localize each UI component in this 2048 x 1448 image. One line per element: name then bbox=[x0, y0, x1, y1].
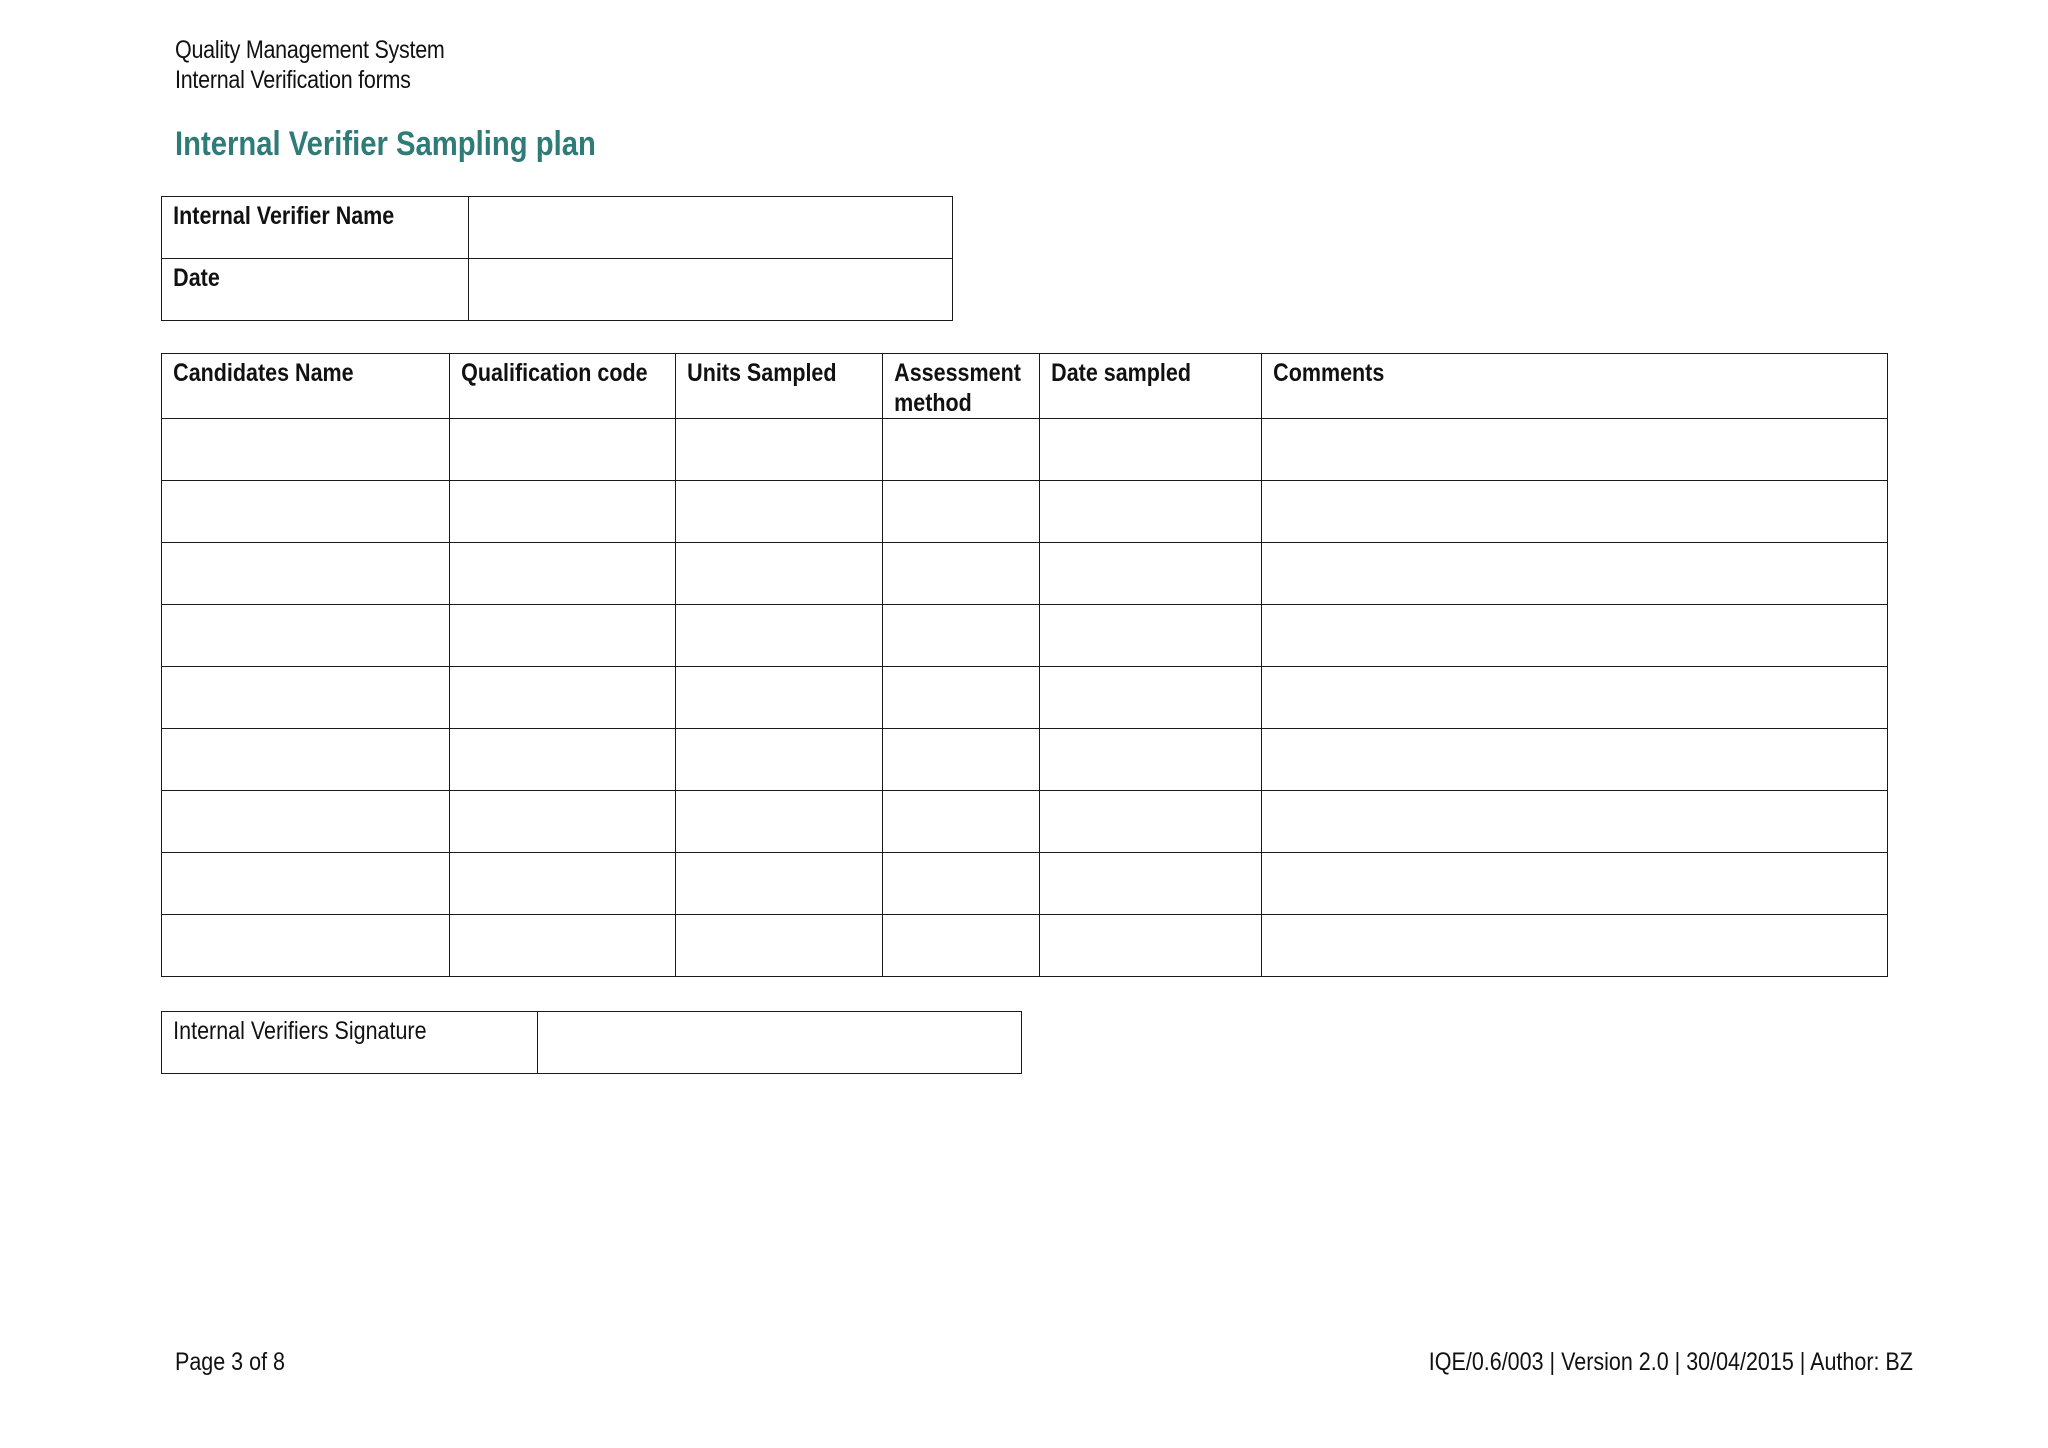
cell-assessment-method[interactable] bbox=[883, 915, 1040, 977]
cell-date-sampled[interactable] bbox=[1040, 543, 1262, 605]
cell-value bbox=[676, 543, 853, 547]
cell-value bbox=[450, 543, 644, 547]
cell-qualification-code[interactable] bbox=[450, 791, 676, 853]
cell-qualification-code[interactable] bbox=[450, 853, 676, 915]
cell-candidates-name[interactable] bbox=[162, 419, 450, 481]
col-header-label: Date sampled bbox=[1051, 359, 1191, 387]
document-info: IQE/0.6/003 | Version 2.0 | 30/04/2015 | Author: BZ bbox=[1428, 1348, 1913, 1376]
verifier-date-value bbox=[469, 259, 884, 263]
cell-comments[interactable] bbox=[1262, 605, 1888, 667]
cell-value bbox=[1040, 729, 1230, 733]
cell-date-sampled[interactable] bbox=[1040, 481, 1262, 543]
cell-qualification-code[interactable] bbox=[450, 667, 676, 729]
cell-assessment-method[interactable] bbox=[883, 667, 1040, 729]
cell-assessment-method[interactable] bbox=[883, 791, 1040, 853]
table-row bbox=[162, 605, 1888, 667]
cell-value bbox=[883, 543, 1017, 547]
cell-value bbox=[162, 853, 409, 857]
cell-candidates-name[interactable] bbox=[162, 729, 450, 791]
cell-assessment-method[interactable] bbox=[883, 729, 1040, 791]
cell-value bbox=[450, 667, 644, 671]
table-row bbox=[162, 791, 1888, 853]
cell-value bbox=[450, 853, 644, 857]
cell-qualification-code[interactable] bbox=[450, 605, 676, 667]
cell-value bbox=[450, 729, 644, 733]
table-row bbox=[162, 481, 1888, 543]
verifier-date-label-cell bbox=[162, 259, 469, 321]
table-row bbox=[162, 667, 1888, 729]
col-header-qualification-code bbox=[450, 354, 676, 419]
cell-value bbox=[883, 729, 1017, 733]
cell-qualification-code[interactable] bbox=[450, 543, 676, 605]
cell-comments[interactable] bbox=[1262, 853, 1888, 915]
cell-value bbox=[883, 481, 1017, 485]
col-header-label: Candidates Name bbox=[173, 359, 354, 387]
cell-value bbox=[162, 481, 409, 485]
cell-value bbox=[1040, 605, 1230, 609]
cell-units-sampled[interactable] bbox=[676, 481, 883, 543]
cell-units-sampled[interactable] bbox=[676, 729, 883, 791]
cell-value bbox=[1040, 667, 1230, 671]
cell-value bbox=[162, 667, 409, 671]
cell-assessment-method[interactable] bbox=[883, 853, 1040, 915]
verifier-name-label: Internal Verifier Name bbox=[173, 202, 395, 230]
cell-value bbox=[883, 915, 1017, 919]
cell-date-sampled[interactable] bbox=[1040, 419, 1262, 481]
cell-value bbox=[676, 853, 853, 857]
verifier-date-field[interactable] bbox=[469, 259, 953, 321]
cell-comments[interactable] bbox=[1262, 543, 1888, 605]
cell-date-sampled[interactable] bbox=[1040, 853, 1262, 915]
cell-candidates-name[interactable] bbox=[162, 915, 450, 977]
cell-value bbox=[1040, 791, 1230, 795]
cell-value bbox=[1262, 729, 1800, 733]
table-row bbox=[162, 915, 1888, 977]
cell-candidates-name[interactable] bbox=[162, 543, 450, 605]
cell-value bbox=[676, 915, 853, 919]
cell-comments[interactable] bbox=[1262, 667, 1888, 729]
cell-value bbox=[1262, 481, 1800, 485]
cell-value bbox=[676, 667, 853, 671]
cell-units-sampled[interactable] bbox=[676, 915, 883, 977]
cell-value bbox=[1262, 915, 1800, 919]
col-header-label: Comments bbox=[1273, 359, 1385, 387]
table-row bbox=[162, 729, 1888, 791]
signature-row bbox=[162, 1012, 1022, 1074]
cell-value bbox=[1262, 791, 1800, 795]
cell-assessment-method[interactable] bbox=[883, 419, 1040, 481]
cell-value bbox=[676, 729, 853, 733]
cell-value bbox=[883, 667, 1017, 671]
cell-units-sampled[interactable] bbox=[676, 543, 883, 605]
cell-comments[interactable] bbox=[1262, 791, 1888, 853]
cell-qualification-code[interactable] bbox=[450, 419, 676, 481]
cell-value bbox=[1040, 419, 1230, 423]
cell-qualification-code[interactable] bbox=[450, 481, 676, 543]
verifier-name-label-cell bbox=[162, 197, 469, 259]
cell-value bbox=[162, 543, 409, 547]
cell-assessment-method[interactable] bbox=[883, 481, 1040, 543]
cell-qualification-code[interactable] bbox=[450, 915, 676, 977]
col-header-units-sampled bbox=[676, 354, 883, 419]
cell-units-sampled[interactable] bbox=[676, 419, 883, 481]
cell-units-sampled[interactable] bbox=[676, 667, 883, 729]
cell-value bbox=[450, 915, 644, 919]
signature-label-cell bbox=[162, 1012, 538, 1074]
sampling-table bbox=[161, 353, 1888, 977]
sampling-table-body bbox=[162, 419, 1888, 977]
cell-candidates-name[interactable] bbox=[162, 791, 450, 853]
cell-value bbox=[1040, 543, 1230, 547]
table-row bbox=[162, 419, 1888, 481]
cell-date-sampled[interactable] bbox=[1040, 605, 1262, 667]
signature-field[interactable] bbox=[538, 1012, 1022, 1074]
col-header-label-line1: Assessment bbox=[894, 359, 1021, 387]
cell-date-sampled[interactable] bbox=[1040, 915, 1262, 977]
table-row bbox=[162, 853, 1888, 915]
cell-units-sampled[interactable] bbox=[676, 853, 883, 915]
cell-assessment-method[interactable] bbox=[883, 543, 1040, 605]
cell-value bbox=[1262, 605, 1800, 609]
cell-value bbox=[1262, 543, 1800, 547]
cell-value bbox=[676, 419, 853, 423]
cell-value bbox=[450, 791, 644, 795]
cell-candidates-name[interactable] bbox=[162, 605, 450, 667]
verifier-name-field[interactable] bbox=[469, 197, 953, 259]
col-header-label: Qualification code bbox=[461, 359, 648, 387]
cell-comments[interactable] bbox=[1262, 481, 1888, 543]
col-header-label-line2: method bbox=[894, 389, 972, 417]
page-number: Page 3 of 8 bbox=[175, 1348, 285, 1376]
col-header-label: Units Sampled bbox=[687, 359, 837, 387]
cell-value bbox=[676, 605, 853, 609]
col-header-assessment-method bbox=[883, 354, 1040, 419]
cell-value bbox=[1040, 853, 1230, 857]
cell-value bbox=[162, 791, 409, 795]
cell-date-sampled[interactable] bbox=[1040, 791, 1262, 853]
cell-value bbox=[883, 605, 1017, 609]
header-system-name: Quality Management System bbox=[175, 36, 445, 64]
cell-value bbox=[883, 791, 1017, 795]
cell-value bbox=[883, 419, 1017, 423]
page-title: Internal Verifier Sampling plan bbox=[175, 125, 596, 163]
cell-value bbox=[162, 605, 409, 609]
header-form-category: Internal Verification forms bbox=[175, 66, 411, 94]
cell-value bbox=[162, 729, 409, 733]
cell-value bbox=[162, 915, 409, 919]
signature-value bbox=[538, 1012, 953, 1016]
verifier-date-row bbox=[162, 259, 953, 321]
col-header-date-sampled bbox=[1040, 354, 1262, 419]
cell-value bbox=[1262, 419, 1800, 423]
table-row bbox=[162, 543, 1888, 605]
cell-candidates-name[interactable] bbox=[162, 853, 450, 915]
cell-qualification-code[interactable] bbox=[450, 729, 676, 791]
cell-date-sampled[interactable] bbox=[1040, 667, 1262, 729]
cell-units-sampled[interactable] bbox=[676, 605, 883, 667]
col-header-candidates-name bbox=[162, 354, 450, 419]
signature-label: Internal Verifiers Signature bbox=[173, 1017, 427, 1045]
cell-assessment-method[interactable] bbox=[883, 605, 1040, 667]
cell-value bbox=[676, 791, 853, 795]
cell-value bbox=[450, 481, 644, 485]
cell-value bbox=[1040, 915, 1230, 919]
cell-candidates-name[interactable] bbox=[162, 667, 450, 729]
cell-date-sampled[interactable] bbox=[1040, 729, 1262, 791]
cell-comments[interactable] bbox=[1262, 729, 1888, 791]
verifier-name-value bbox=[469, 197, 884, 201]
cell-value bbox=[676, 481, 853, 485]
col-header-comments bbox=[1262, 354, 1888, 419]
cell-value bbox=[883, 853, 1017, 857]
verifier-name-row bbox=[162, 197, 953, 259]
cell-units-sampled[interactable] bbox=[676, 791, 883, 853]
verifier-info-table bbox=[161, 196, 953, 321]
cell-value bbox=[450, 605, 644, 609]
cell-value bbox=[1040, 481, 1230, 485]
cell-value bbox=[1262, 667, 1800, 671]
cell-value bbox=[162, 419, 409, 423]
verifier-date-label: Date bbox=[173, 264, 220, 292]
signature-table bbox=[161, 1011, 1022, 1074]
cell-value bbox=[450, 419, 644, 423]
cell-comments[interactable] bbox=[1262, 915, 1888, 977]
cell-comments[interactable] bbox=[1262, 419, 1888, 481]
cell-candidates-name[interactable] bbox=[162, 481, 450, 543]
cell-value bbox=[1262, 853, 1800, 857]
sampling-header-row bbox=[162, 354, 1888, 419]
